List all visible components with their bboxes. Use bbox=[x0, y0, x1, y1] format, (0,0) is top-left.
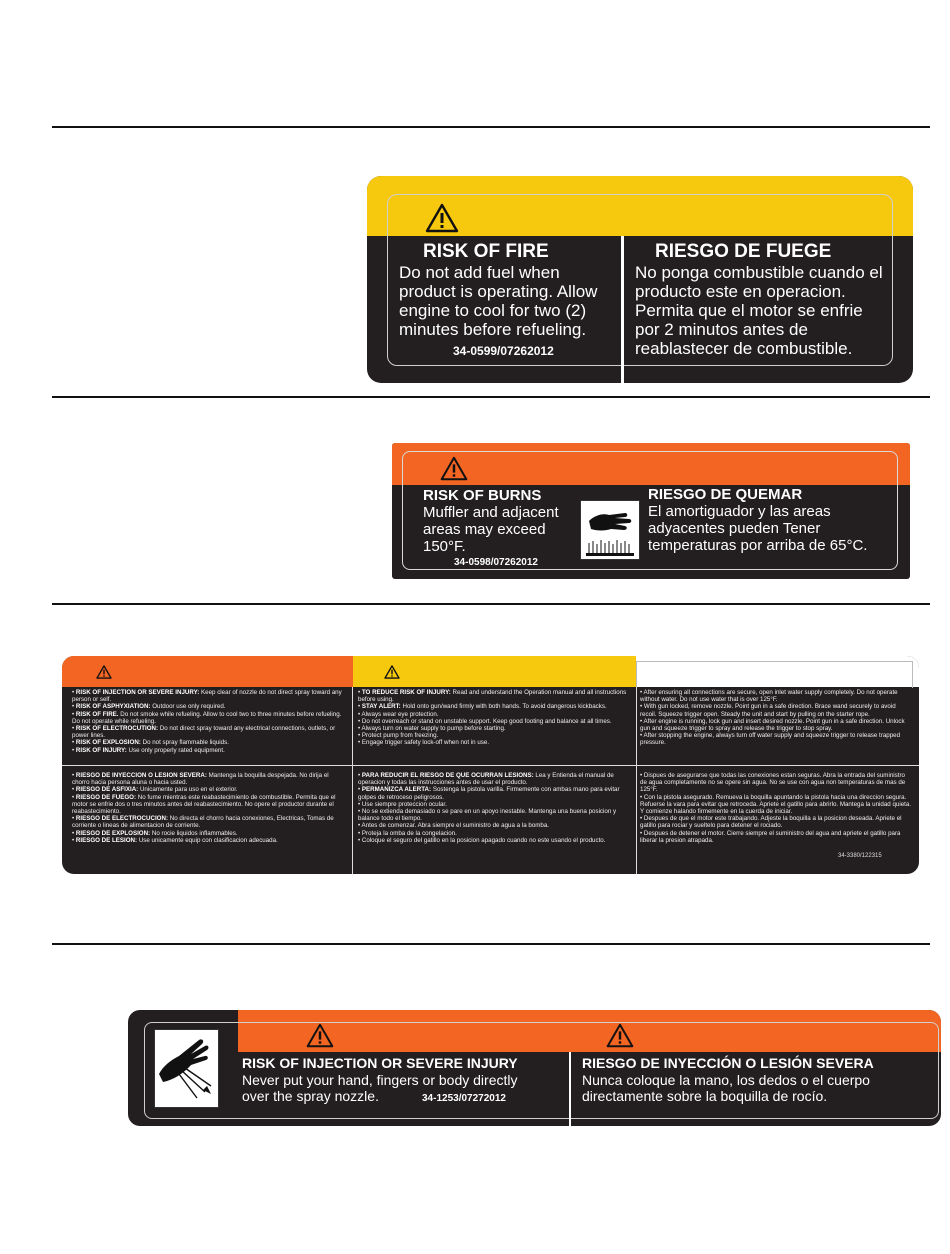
fire-warning-label bbox=[367, 176, 913, 383]
safety-list-en-1 bbox=[72, 689, 346, 754]
safety-item: • With gun locked, remove nozzle. Point gun in a safe direction. Brace wand securely to avoid recoil. Squeeze trigger open. Steady the unit and start by pulling on the starter rope. bbox=[640, 703, 896, 718]
hot-surface-hand-icon bbox=[580, 500, 640, 560]
warning-triangle-icon bbox=[306, 1023, 334, 1048]
divider-rule bbox=[52, 396, 930, 398]
label-title-es: RIESGO DE QUEMAR bbox=[648, 486, 803, 503]
safety-item: • RISK OF EXPLOSION: Do not spray flammable liquids. bbox=[72, 739, 229, 747]
safety-item: • TO REDUCE RISK OF INJURY: Read and understand the Operation manual and all instructions before using. bbox=[358, 689, 627, 704]
spray-injection-hand-icon bbox=[154, 1029, 219, 1108]
label-code: 34-0598/07262012 bbox=[454, 557, 538, 568]
safety-item: • RIESGO DE FUEGO: No fume mientras este reabastecimiento de combustible. Permita que el motor se enfrie dos o tres minutos antes del reabastecimiento. No opere el productor durante el reabastecimiento. bbox=[72, 793, 336, 816]
safety-item: • RIESGO DE EXPLOSION: No rocie liquidos inflammables. bbox=[72, 829, 238, 837]
safety-list-es-3 bbox=[640, 772, 912, 844]
safety-item: • RISK OF INJURY: Use only properly rated equipment. bbox=[72, 746, 225, 754]
safety-item: • RIESGO DE LESION: Use unicamente equip con clasificacion adecuada. bbox=[72, 836, 278, 844]
warning-triangle-icon bbox=[425, 203, 459, 233]
label-body-en: Never put your hand, fingers or body directly over the spray nozzle. bbox=[242, 1072, 518, 1104]
safety-item: • Always wear eye protection. bbox=[358, 710, 439, 718]
safety-item: • RIESGO DE ASFIXIA: Unicamente para uso en el exterior. bbox=[72, 786, 238, 794]
safety-item: • RIESGO DE INYECCION O LESION SEVERA: Mantenga la boquilla despejada. No dirija el chorro hacia persona aluna o hacia usted. bbox=[72, 772, 329, 787]
safety-item: • RISK OF FIRE. Do not smoke while refueling. Allow to cool two to three minutes before refueling. Do not operate while refueling. bbox=[72, 710, 342, 725]
label-body-es: No ponga combustible cuando el producto este en operacion. Permita que el motor se enfrie por 2 minutos antes de reablastecer de combustible. bbox=[635, 263, 883, 358]
injection-warning-label bbox=[128, 1010, 941, 1126]
safety-item: • After stopping the engine, always turn off water supply and squeeze trigger to release trapped pressure. bbox=[640, 732, 901, 747]
safety-item: • RISK OF ELECTROCUTION: Do not direct spray toward any electrical connections, outlets, or power lines. bbox=[72, 725, 336, 740]
label-title-en: RISK OF BURNS bbox=[423, 487, 542, 504]
safety-list-es-2 bbox=[358, 772, 630, 844]
label-title-en: RISK OF INJECTION OR SEVERE INJURY bbox=[242, 1055, 518, 1071]
safety-item: • PERMANIZCA ALERTA: Sostenga la pistola varilla. Firmemente con ambas mano para evitar golpes de retroceso peligrosos. bbox=[358, 786, 620, 801]
label-title-en: RISK OF FIRE bbox=[423, 241, 549, 262]
label-title-es: RIESGO DE INYECCIÓN O LESIÓN SEVERA bbox=[582, 1055, 874, 1071]
label-code: 34-3380/122315 bbox=[838, 853, 882, 859]
safety-item: • Despues de detener el motor. Cierre siempre el suministro del agua and apriete el gatillo para liberar la presion atrapada. bbox=[640, 829, 901, 844]
safety-item: • Con la pistola asegurado. Remueva la boquilla apuntando la pistola hacia una direccion segura. Refuerse la vara para evitar que retroceda. Apriete el gatillo para abrirlo. Mantega la unidad quieta. Y comienze halando firmemente en la cuerda de iniciar. bbox=[640, 793, 912, 816]
divider-rule bbox=[52, 943, 930, 945]
safety-item: • Proteja la omba de la congelacion. bbox=[358, 829, 457, 837]
safety-item: • Engage trigger safety lock-off when not in use. bbox=[358, 739, 490, 747]
divider-rule bbox=[52, 603, 930, 605]
safety-item: • Always turn on water supply to pump before starting. bbox=[358, 725, 506, 733]
safety-list-es-1 bbox=[72, 772, 346, 844]
safety-item: • RISK OF ASPHYXIATION: Outdoor use only required. bbox=[72, 703, 226, 711]
safety-list-en-2 bbox=[358, 689, 630, 747]
warning-triangle-icon bbox=[606, 1023, 634, 1048]
label-body-es: El amortiguador y las areas adyacentes pueden Tener temperaturas por arriba de 65°C. bbox=[648, 503, 868, 554]
safety-item: • Do not overreach or stand on unstable support. Keep good footing and balance at all times. bbox=[358, 717, 612, 725]
label-body-en: Do not add fuel when product is operating. Allow engine to cool for two (2) minutes before refueling. bbox=[399, 263, 598, 339]
safety-item: • After ensuring all connections are secure, open inlet water supply completely. Do not operate without water. Do not use water that is over 125°F. bbox=[640, 689, 898, 704]
safety-item: • Protect pump from freezing. bbox=[358, 732, 439, 740]
label-title-es: RIESGO DE FUEGE bbox=[655, 241, 832, 262]
safety-item: • Coloque el seguro del gatillo en la posicion apagado cuando no este usando el producto. bbox=[358, 836, 606, 844]
safety-item: • Use siempre proteccion ocular. bbox=[358, 800, 447, 808]
caution-triangle-icon bbox=[384, 665, 400, 679]
warning-triangle-icon bbox=[96, 665, 112, 679]
safety-item: • Despues de que el motor este trabajando. Adjeste la boquilla a la posicion deseada. Apriete el gatillo para rociar y sueltelo para detener el rociado. bbox=[640, 815, 902, 830]
divider-rule bbox=[52, 126, 930, 128]
label-body-es: Nunca coloque la mano, los dedos o el cuerpo directamente sobre la boquilla de rocío. bbox=[582, 1072, 870, 1104]
safety-item: • Antes de comenzar. Abra siempre el suministro de agua a la bomba. bbox=[358, 822, 549, 830]
safety-item: • RIESGO DE ELECTROCUCION: No directa el chorro hacia conexiones, Electricas, Tomas de corriente o lineas de alimentacion de corriente. bbox=[72, 815, 334, 830]
safety-item: • RISK OF INJECTION OR SEVERE INJURY: Keep clear of nozzle do not direct spray toward any person or self. bbox=[72, 689, 342, 704]
safety-item: • PARA REDUCIR EL RIESGO DE QUE OCURRAN LESIONS: Lea y Entienda el manual de operacion y todas las instrucciones antes de usar el producto. bbox=[358, 772, 614, 787]
label-body-en: Muffler and adjacent areas may exceed 150°F. bbox=[423, 504, 559, 555]
general-safety-label bbox=[62, 656, 919, 874]
label-code: 34-1253/07272012 bbox=[422, 1093, 506, 1104]
safety-item: • Dispues de asegurarse que todas las conexiones estan seguras. Abra la entrada del suministro de agua completamente no se opere sin agua. No se use con agua non temperaturas de mas de 125°F. bbox=[640, 772, 906, 794]
safety-item: • After engine is running, lock gun and insert desired nozzle. Point gun in a safe direction. Unlock gun and squeeze trigger to spray and release the trigger to stop spray. bbox=[640, 717, 905, 733]
safety-item: • No se extienda demasiado o se pare en un apoyo inestable. Mantenga una buena posicion y balance todo el tiempo. bbox=[358, 808, 617, 823]
warning-triangle-icon bbox=[440, 456, 468, 481]
safety-list-en-3 bbox=[640, 689, 912, 747]
burns-warning-label bbox=[392, 443, 910, 579]
label-code: 34-0599/07262012 bbox=[453, 344, 554, 358]
safety-item: • STAY ALERT: Hold onto gun/wand firmly with both hands. To avoid dangerous kickbacks. bbox=[358, 703, 607, 711]
